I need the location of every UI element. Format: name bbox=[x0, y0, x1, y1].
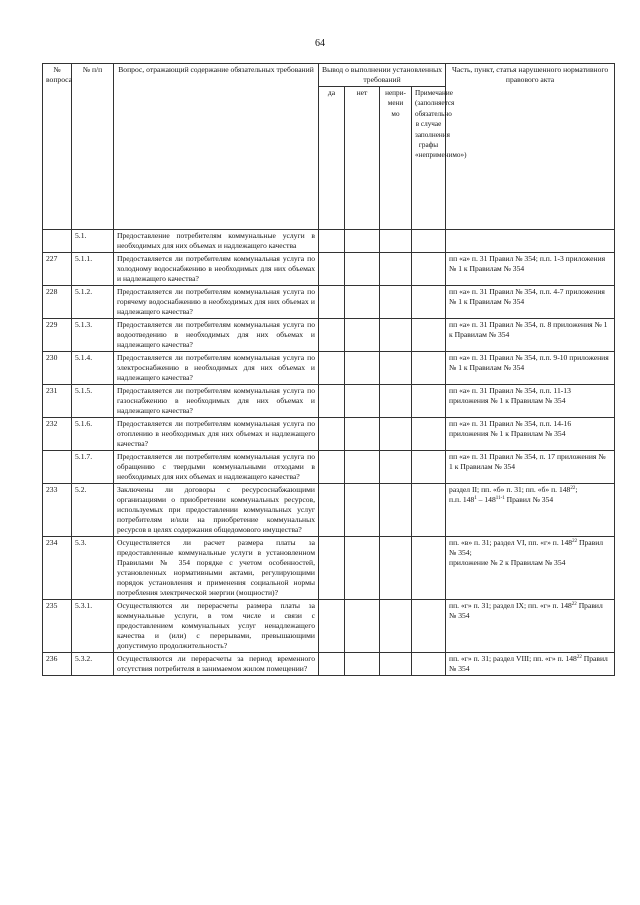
row-pp: 5.1.5. bbox=[72, 385, 114, 418]
row-note bbox=[412, 600, 446, 653]
row-number: 227 bbox=[43, 253, 72, 286]
row-yes bbox=[319, 352, 345, 385]
header-question: Вопрос, отражающий содержание обязательных требований bbox=[114, 64, 319, 230]
header-legal-reference: Часть, пункт, статья нарушенного нормативного правового акта bbox=[446, 64, 615, 230]
header-note: Примечание (заполняется обязательно в случае заполнения графы «неприменимо») bbox=[412, 87, 446, 230]
row-note bbox=[412, 385, 446, 418]
table-row bbox=[43, 230, 615, 253]
table-row bbox=[43, 253, 615, 286]
row-legal-reference: пп «а» п. 31 Правил № 354, п. 17 приложения № 1 к Правилам № 354 bbox=[446, 451, 615, 484]
row-number bbox=[43, 230, 72, 253]
row-not-applicable bbox=[380, 286, 412, 319]
row-not-applicable bbox=[380, 230, 412, 253]
table-row bbox=[43, 385, 615, 418]
row-note bbox=[412, 653, 446, 676]
row-no bbox=[345, 319, 380, 352]
row-question: Осуществляется ли расчет размера платы за предоставленные коммунальные услуги в установленном Правилами № 354 порядке с учетом особенностей, установленных нормативными актами, регулирующими порядок установления и применения социальной нормы потребления электрической энергии (мощности)? bbox=[114, 537, 319, 600]
row-no bbox=[345, 418, 380, 451]
row-yes bbox=[319, 418, 345, 451]
table-row bbox=[43, 418, 615, 451]
row-note bbox=[412, 286, 446, 319]
row-note bbox=[412, 319, 446, 352]
table-row bbox=[43, 537, 615, 600]
row-yes bbox=[319, 319, 345, 352]
row-not-applicable bbox=[380, 484, 412, 537]
row-yes bbox=[319, 600, 345, 653]
row-yes bbox=[319, 230, 345, 253]
row-no bbox=[345, 600, 380, 653]
row-question: Предоставляется ли потребителям коммунальная услуга по газоснабжению в необходимых для них объемах и надлежащего качества? bbox=[114, 385, 319, 418]
table-row bbox=[43, 286, 615, 319]
row-no bbox=[345, 385, 380, 418]
row-not-applicable bbox=[380, 653, 412, 676]
row-legal-reference: раздел II; пп. «б» п. 31; пп. «б» п. $148^{22}$; п.п. $148^1 - 148^{11-1}$ Правил № 354 bbox=[446, 484, 615, 537]
row-pp: 5.3.1. bbox=[72, 600, 114, 653]
row-yes bbox=[319, 253, 345, 286]
row-question: Заключены ли договоры с ресурсоснабжающими организациями о приобретении коммунальных ресурсов, используемых при предоставлении коммунальных услуг потребителям и/или на приобретение коммунальных ресурсов в целях содержания общедомового имущества? bbox=[114, 484, 319, 537]
row-yes bbox=[319, 537, 345, 600]
row-pp: 5.3.2. bbox=[72, 653, 114, 676]
row-not-applicable bbox=[380, 600, 412, 653]
row-legal-reference: пп. «в» п. 31; раздел VI, пп. «г» п. $148^{22}$ Правил № 354; приложение № 2 к Правилам № 354 bbox=[446, 537, 615, 600]
row-number: 229 bbox=[43, 319, 72, 352]
row-number: 230 bbox=[43, 352, 72, 385]
row-not-applicable bbox=[380, 319, 412, 352]
row-no bbox=[345, 230, 380, 253]
requirements-table bbox=[42, 63, 615, 676]
table-row bbox=[43, 653, 615, 676]
row-no bbox=[345, 537, 380, 600]
row-question: Осуществляются ли перерасчеты размера платы за коммунальные услуги, в том числе и связи с предоставлением коммунальных услуг ненадлежащего качества и (или) с перерывами, превышающими допустимую продолжительность? bbox=[114, 600, 319, 653]
page-number: 64 bbox=[315, 38, 325, 49]
row-legal-reference: пп «а» п. 31 Правил № 354, п. 8 приложения № 1 к Правилам № 354 bbox=[446, 319, 615, 352]
row-no bbox=[345, 352, 380, 385]
row-pp: 5.1.6. bbox=[72, 418, 114, 451]
row-no bbox=[345, 286, 380, 319]
row-legal-reference: пп «а» п. 31 Правил № 354; п.п. 1-3 приложения № 1 к Правилам № 354 bbox=[446, 253, 615, 286]
row-pp: 5.1.3. bbox=[72, 319, 114, 352]
row-yes bbox=[319, 484, 345, 537]
row-question: Предоставляется ли потребителям коммунальная услуга по водоотведению в необходимых для них объемах и надлежащего качества? bbox=[114, 319, 319, 352]
row-legal-reference: пп «а» п. 31 Правил № 354, п.п. 4-7 приложения № 1 к Правилам № 354 bbox=[446, 286, 615, 319]
row-legal-reference: пп «а» п. 31 Правил № 354, п.п. 14-16 приложения № 1 к Правилам № 354 bbox=[446, 418, 615, 451]
row-legal-reference bbox=[446, 230, 615, 253]
row-pp: 5.1. bbox=[72, 230, 114, 253]
row-legal-reference: пп «а» п. 31 Правил № 354, п.п. 11-13 приложения № 1 к Правилам № 354 bbox=[446, 385, 615, 418]
row-note bbox=[412, 230, 446, 253]
row-note bbox=[412, 352, 446, 385]
row-yes bbox=[319, 451, 345, 484]
row-not-applicable bbox=[380, 352, 412, 385]
row-question: Предоставляется ли потребителям коммунальная услуга по обращению с твердыми коммунальными отходами в необходимых для них объемах и надлежащего качества? bbox=[114, 451, 319, 484]
row-no bbox=[345, 451, 380, 484]
header-yes: да bbox=[319, 87, 345, 230]
row-yes bbox=[319, 385, 345, 418]
row-pp: 5.1.4. bbox=[72, 352, 114, 385]
row-legal-reference: пп. «г» п. 31; раздел VIII; пп. «г» п. $148^{22}$ Правил № 354 bbox=[446, 653, 615, 676]
row-note bbox=[412, 451, 446, 484]
table-row bbox=[43, 319, 615, 352]
row-number: 231 bbox=[43, 385, 72, 418]
row-not-applicable bbox=[380, 253, 412, 286]
row-pp: 5.2. bbox=[72, 484, 114, 537]
header-not-applicable: непри-мени мо bbox=[380, 87, 412, 230]
row-number: 233 bbox=[43, 484, 72, 537]
table-row bbox=[43, 451, 615, 484]
row-question: Предоставляется ли потребителям коммунальная услуга по горячему водоснабжению в необходимых для них объемах и надлежащего качества? bbox=[114, 286, 319, 319]
table-row bbox=[43, 600, 615, 653]
row-question: Предоставляется ли потребителям коммунальная услуга по электроснабжению в необходимых для них объемах и надлежащего качества? bbox=[114, 352, 319, 385]
row-note bbox=[412, 253, 446, 286]
row-question: Осуществляются ли перерасчеты за период временного отсутствия потребителя в занимаемом жилом помещении? bbox=[114, 653, 319, 676]
header-no: нет bbox=[345, 87, 380, 230]
row-not-applicable bbox=[380, 385, 412, 418]
header-result: Вывод о выполнении установленных требований bbox=[319, 64, 446, 87]
row-pp: 5.1.2. bbox=[72, 286, 114, 319]
table-row bbox=[43, 352, 615, 385]
row-yes bbox=[319, 653, 345, 676]
row-legal-reference: пп «а» п. 31 Правил № 354, п.п. 9-10 приложения № 1 к Правилам № 354 bbox=[446, 352, 615, 385]
row-pp: 5.1.1. bbox=[72, 253, 114, 286]
row-number: 232 bbox=[43, 418, 72, 451]
row-not-applicable bbox=[380, 418, 412, 451]
row-no bbox=[345, 653, 380, 676]
header-pp: № п/п bbox=[72, 64, 114, 230]
table-row bbox=[43, 484, 615, 537]
row-note bbox=[412, 537, 446, 600]
row-question: Предоставляется ли потребителям коммунальная услуга по отоплению в необходимых для них объемах и надлежащего качества? bbox=[114, 418, 319, 451]
row-number: 228 bbox=[43, 286, 72, 319]
row-pp: 5.3. bbox=[72, 537, 114, 600]
row-number: 236 bbox=[43, 653, 72, 676]
row-number: 234 bbox=[43, 537, 72, 600]
row-not-applicable bbox=[380, 451, 412, 484]
row-note bbox=[412, 484, 446, 537]
row-not-applicable bbox=[380, 537, 412, 600]
row-no bbox=[345, 253, 380, 286]
row-yes bbox=[319, 286, 345, 319]
row-number: 235 bbox=[43, 600, 72, 653]
row-no bbox=[345, 484, 380, 537]
row-legal-reference: пп. «г» п. 31; раздел IX; пп. «г» п. $148^{22}$ Правил № 354 bbox=[446, 600, 615, 653]
row-question: Предоставление потребителям коммунальные услуги в необходимых для них объемах и надлежащего качества bbox=[114, 230, 319, 253]
row-pp: 5.1.7. bbox=[72, 451, 114, 484]
row-note bbox=[412, 418, 446, 451]
row-number bbox=[43, 451, 72, 484]
header-question-number: № вопроса bbox=[43, 64, 72, 230]
row-question: Предоставляется ли потребителям коммунальная услуга по холодному водоснабжению в необходимых для них объемах и надлежащего качества? bbox=[114, 253, 319, 286]
